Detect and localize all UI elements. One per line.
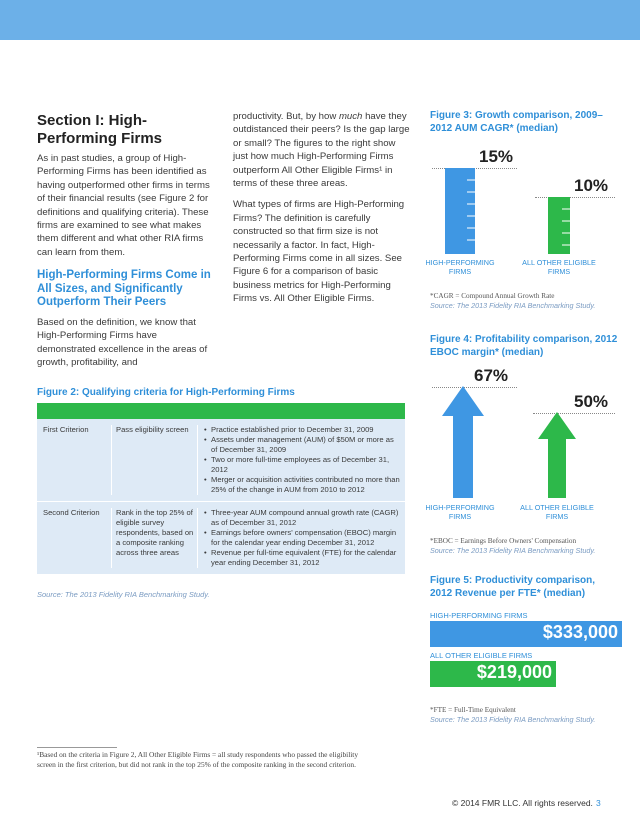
paragraph-text: have they outdistanced their peers? Is the gap large or small? The figures to the right show just how much High-Performing Firms outperform All Other Eligible Firms¹ in terms of these three areas.: [233, 111, 410, 190]
figure3-title: Figure 3: Growth comparison, 2009–2012 AUM CAGR* (median): [430, 110, 603, 134]
figure4-title: Figure 4: Profitability comparison, 2012 EBOC margin* (median): [430, 334, 618, 358]
note-text: *EBOC = Earnings Before Owners' Compensation: [430, 537, 577, 545]
page-number: 3: [596, 798, 601, 808]
list-item: • Practice established prior to December 31, 2009: [204, 425, 401, 435]
figure3-hp-label: HIGH-PERFORMING FIRMS: [425, 258, 495, 276]
list-item: • Two or more full-time employees as of December 31, 2012: [204, 455, 401, 475]
source-text: Source: The 2013 Fidelity RIA Benchmarking Study.: [430, 715, 596, 724]
copyright: © 2014 FMR LLC. All rights reserved.: [452, 798, 593, 808]
top-banner: [0, 0, 640, 40]
figure2-title: Figure 2: Qualifying criteria for High-Performing Firms: [37, 387, 295, 398]
footnote: ¹Based on the criteria in Figure 2, All Other Eligible Firms = all study respondents who passed the eligibility screen in the first criterion, but did not rank in the top 25% of the composite ranking in the second criterion.: [37, 750, 359, 769]
figure3-hp-value: 15%: [479, 147, 514, 166]
figure4-note: [430, 537, 630, 555]
figure5-other-value: $219,000: [476, 662, 552, 682]
figure3-note: [430, 292, 630, 310]
footnote-divider: [37, 747, 117, 748]
list-item: • Three-year AUM compound annual growth rate (CAGR) as of December 31, 2012: [204, 508, 401, 528]
criterion-list: [197, 508, 405, 568]
criteria-table-header: [37, 403, 405, 419]
figure3-hp-bar: [445, 168, 475, 254]
source-text: Source: The 2013 Fidelity RIA Benchmarking Study.: [430, 301, 596, 310]
definition-paragraph: Based on the definition, we know that High-Performing Firms have demonstrated excellence in the areas of growth, profitability, and: [37, 316, 208, 368]
figure4-hp-label: HIGH-PERFORMING FIRMS: [425, 503, 495, 521]
figure3-other-bar: [548, 197, 570, 254]
source-text: Source: The 2013 Fidelity RIA Benchmarking Study.: [430, 546, 596, 555]
firm-types-paragraph: What types of firms are High-Performing Firms? The definition is carefully constructed so that firm size is not necessarily a factor. In fact, High-Performing Firms come in all sizes. See Figure 6 for a comparison of basic business metrics for High-Performing Firms vs. All Other Eligible Firms.: [233, 199, 405, 305]
text-column-2: [233, 110, 411, 314]
figure5-hp-value: $333,000: [542, 622, 618, 642]
figure4-other-label: ALL OTHER ELIGIBLE FIRMS: [520, 503, 594, 521]
subheading: High-Performing Firms Come in All Sizes, and Significantly Outperform Their Peers: [37, 269, 211, 309]
criterion-name: Second Criterion: [43, 508, 100, 517]
figure3-other-value: 10%: [574, 176, 609, 195]
figure2-source: Source: The 2013 Fidelity RIA Benchmarking Study.: [37, 590, 210, 599]
outdistance-paragraph: [233, 110, 411, 190]
table-row: [37, 419, 405, 501]
criterion-rule: Pass eligibility screen: [111, 425, 197, 495]
list-item: • Earnings before owners' compensation (EBOC) margin for the calendar year ending December 31, 2012: [204, 528, 401, 548]
criterion-rule: Rank in the top 25% of eligible survey respondents, based on a composite ranking across three areas: [111, 508, 197, 568]
note-text: *CAGR = Compound Annual Growth Rate: [430, 292, 555, 300]
figure5-other-label: ALL OTHER ELIGIBLE FIRMS: [430, 651, 533, 660]
paragraph-text: productivity. But, by how: [233, 111, 339, 122]
text-column-1: [37, 112, 217, 377]
figure4-other-value: 50%: [574, 392, 609, 411]
list-item: • Merger or acquisition activities contributed no more than 25% of the change in AUM from 2010 to 2012: [204, 475, 401, 495]
list-item: • Assets under management (AUM) of $50M or more as of December 31, 2009: [204, 435, 401, 455]
criterion-list: [197, 425, 405, 495]
intro-paragraph: As in past studies, a group of High-Performing Firms has been identified as having outperformed other firms in terms of their financial results (see Figure 2 for definitions and qualifying criteria). These firms are examined to see what makes them different and what other RIA firms can learn from them.: [37, 153, 210, 258]
figure4-hp-arrow: [442, 386, 484, 498]
figure5-title: Figure 5: Productivity comparison, 2012 Revenue per FTE* (median): [430, 575, 596, 599]
figure5-hp-bar: [430, 621, 622, 647]
paragraph-emphasis: much: [338, 111, 363, 122]
figure5-hp-label: HIGH-PERFORMING FIRMS: [430, 611, 528, 620]
figure4-hp-value: 67%: [474, 366, 509, 385]
figure4-other-arrow: [538, 412, 576, 498]
figure5-other-bar: [430, 661, 556, 687]
figure3-other-label: ALL OTHER ELIGIBLE FIRMS: [522, 258, 596, 276]
criterion-name: First Criterion: [43, 425, 89, 434]
table-row: [37, 501, 405, 574]
criteria-table: [37, 403, 405, 574]
guide-line: [535, 197, 615, 198]
section-title: Section I: High-Performing Firms: [37, 112, 163, 147]
figure5-note: [430, 706, 630, 724]
note-text: *FTE = Full-Time Equivalent: [430, 706, 516, 714]
list-item: • Revenue per full-time equivalent (FTE) for the calendar year ending December 31, 2012: [204, 548, 401, 568]
